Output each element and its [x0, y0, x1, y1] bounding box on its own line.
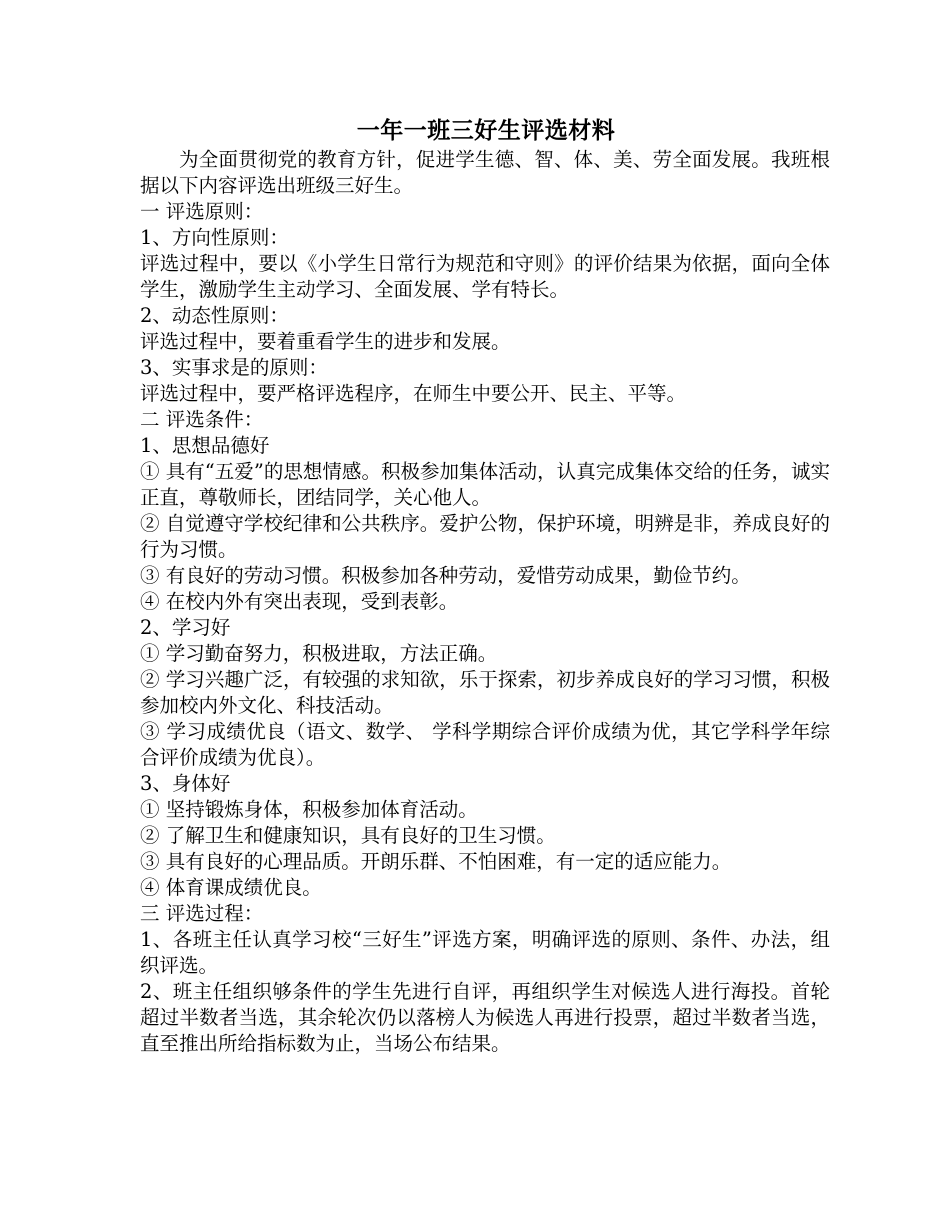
paragraph: 2、动态性原则：: [140, 304, 289, 327]
paragraph: ③ 学习成绩优良（语文、数学、 学科学期综合评价成绩为优，其它学科学年综合评价成绩为优良）。: [140, 720, 830, 769]
paragraph: ① 坚持锻炼身体，积极参加体育活动。: [140, 798, 478, 821]
paragraph: 1、各班主任认真学习校“三好生”评选方案，明确评选的原则、条件、办法，组织评选。: [140, 928, 830, 977]
paragraph: 评选过程中，要严格评选程序，在师生中要公开、民主、平等。: [140, 382, 687, 405]
paragraph: 二 评选条件：: [140, 408, 264, 431]
paragraph: 2、班主任组织够条件的学生先进行自评，再组织学生对候选人进行海投。首轮超过半数者当选，其余轮次仍以落榜人为候选人再进行投票，超过半数者当选，直至推出所给指标数为止，当场公布结果。: [140, 980, 830, 1055]
paragraph: 评选过程中，要着重看学生的进步和发展。: [140, 330, 511, 353]
document-body: [140, 147, 830, 1057]
paragraph: ③ 有良好的劳动习惯。积极参加各种劳动，爱惜劳动成果，勤俭节约。: [140, 564, 751, 587]
paragraph: 2、学习好: [140, 616, 231, 639]
paragraph: ④ 在校内外有突出表现，受到表彰。: [140, 590, 459, 613]
paragraph: 1、方向性原则：: [140, 226, 289, 249]
paragraph: ② 了解卫生和健康知识，具有良好的卫生习惯。: [140, 824, 556, 847]
paragraph: 3、实事求是的原则：: [140, 356, 328, 379]
paragraph: 3、身体好: [140, 772, 231, 795]
paragraph: 三 评选过程：: [140, 902, 264, 925]
document-title: 一年一班三好生评选材料: [356, 118, 616, 144]
paragraph: ① 学习勤奋努力，积极进取，方法正确。: [140, 642, 498, 665]
paragraph: 一 评选原则：: [140, 200, 264, 223]
paragraph: ④ 体育课成绩优良。: [140, 876, 322, 899]
paragraph: ③ 具有良好的心理品质。开朗乐群、不怕困难，有一定的适应能力。: [140, 850, 732, 873]
document-page: [140, 115, 830, 1057]
paragraph: 1、思想品德好: [140, 434, 270, 457]
paragraph: 为全面贯彻党的教育方针，促进学生德、智、体、美、劳全面发展。我班根据以下内容评选出班级三好生。: [140, 148, 830, 197]
paragraph: ② 自觉遵守学校纪律和公共秩序。爱护公物，保护环境，明辨是非，养成良好的行为习惯。: [140, 512, 830, 561]
paragraph: 评选过程中，要以《小学生日常行为规范和守则》的评价结果为依据，面向全体学生，激励学生主动学习、全面发展、学有特长。: [140, 252, 830, 301]
paragraph: ② 学习兴趣广泛，有较强的求知欲，乐于探索，初步养成良好的学习习惯，积极参加校内外文化、科技活动。: [140, 668, 830, 717]
paragraph: ① 具有“五爱”的思想情感。积极参加集体活动，认真完成集体交给的任务，诚实正直，尊敬师长，团结同学，关心他人。: [140, 460, 830, 509]
